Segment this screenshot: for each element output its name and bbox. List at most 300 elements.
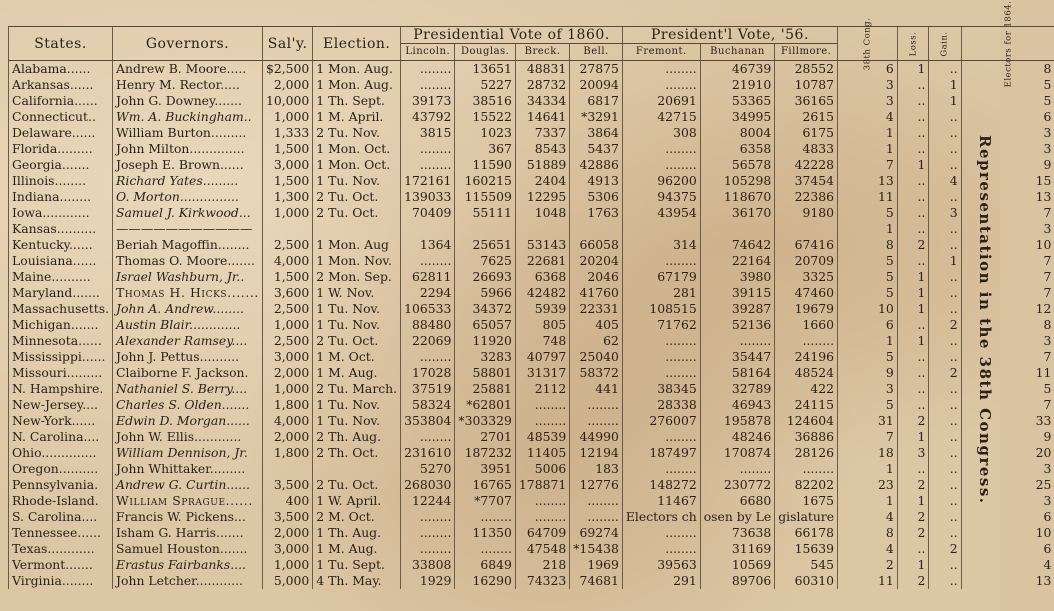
buchanan-cell: 58164 bbox=[700, 365, 775, 381]
election-cell: 2 Tu. Oct. bbox=[313, 189, 401, 205]
congress-38-cell: 1 bbox=[838, 333, 898, 349]
fillmore-cell: 20709 bbox=[775, 253, 838, 269]
state-cell: Michigan....... bbox=[9, 317, 113, 333]
bell-cell: 183 bbox=[570, 461, 623, 477]
buchanan-cell: 31169 bbox=[700, 541, 775, 557]
salary-cell: 10,000 bbox=[262, 93, 312, 109]
salary-cell: 3,500 bbox=[262, 509, 312, 525]
gain-cell: .. bbox=[929, 157, 961, 173]
congress-38-cell: 4 bbox=[838, 109, 898, 125]
salary-cell: 1,500 bbox=[262, 173, 312, 189]
lincoln-cell: 37519 bbox=[401, 381, 455, 397]
fremont-cell bbox=[622, 221, 700, 237]
lincoln-cell: 106533 bbox=[401, 301, 455, 317]
state-cell: Arkansas...... bbox=[9, 77, 113, 93]
buchanan-cell: 34995 bbox=[700, 109, 775, 125]
fremont-cell: 43954 bbox=[622, 205, 700, 221]
gain-cell: .. bbox=[929, 509, 961, 525]
election-cell: 1 Mon. Oct. bbox=[313, 157, 401, 173]
congress-38-cell: 31 bbox=[838, 413, 898, 429]
loss-cell: .. bbox=[897, 397, 929, 413]
lincoln-cell: 139033 bbox=[401, 189, 455, 205]
header-election: Election. bbox=[313, 27, 401, 61]
congress-38-cell: 6 bbox=[838, 317, 898, 333]
fillmore-cell: ........ bbox=[775, 461, 838, 477]
state-cell: N. Carolina.... bbox=[9, 429, 113, 445]
congress-38-cell: 10 bbox=[838, 301, 898, 317]
salary-cell: 4,000 bbox=[262, 413, 312, 429]
salary-cell: 2,000 bbox=[262, 77, 312, 93]
fillmore-cell: 2615 bbox=[775, 109, 838, 125]
side-title: Representation in the 38th Congress. bbox=[976, 135, 994, 505]
electors-cell: 15 bbox=[961, 173, 1054, 189]
fremont-cell: 39563 bbox=[622, 557, 700, 573]
loss-cell: 2 bbox=[897, 413, 929, 429]
electors-cell: 10 bbox=[961, 525, 1054, 541]
gain-cell: .. bbox=[929, 493, 961, 509]
state-cell: California...... bbox=[9, 93, 113, 109]
election-cell: 4 Th. May. bbox=[313, 573, 401, 589]
fillmore-cell: 28126 bbox=[775, 445, 838, 461]
loss-cell: 1 bbox=[897, 61, 929, 78]
salary-cell: 2,500 bbox=[262, 333, 312, 349]
salary-cell: 1,000 bbox=[262, 109, 312, 125]
table-row bbox=[9, 141, 1054, 157]
electors-cell: 10 bbox=[961, 237, 1054, 253]
electors-cell: 25 bbox=[961, 477, 1054, 493]
table-row bbox=[9, 125, 1054, 141]
douglas-cell: *62801 bbox=[455, 397, 516, 413]
fremont-cell: 11467 bbox=[622, 493, 700, 509]
loss-cell: .. bbox=[897, 109, 929, 125]
state-cell: Rhode-Island. bbox=[9, 493, 113, 509]
state-cell: Kansas.......... bbox=[9, 221, 113, 237]
election-cell: 1 Th. Aug. bbox=[313, 525, 401, 541]
loss-cell: .. bbox=[897, 125, 929, 141]
loss-cell: .. bbox=[897, 317, 929, 333]
governor-cell: John Whittaker......... bbox=[113, 461, 263, 477]
fillmore-cell: 60310 bbox=[775, 573, 838, 589]
congress-38-cell: 7 bbox=[838, 429, 898, 445]
buchanan-cell bbox=[700, 221, 775, 237]
congress-38-cell: 13 bbox=[838, 173, 898, 189]
electors-cell: 11 bbox=[961, 365, 1054, 381]
governor-cell: John G. Downey....... bbox=[113, 93, 263, 109]
fillmore-cell: 15639 bbox=[775, 541, 838, 557]
state-cell: Tennessee...... bbox=[9, 525, 113, 541]
state-cell: Vermont....... bbox=[9, 557, 113, 573]
bell-cell: 1763 bbox=[570, 205, 623, 221]
electors-cell: 8 bbox=[961, 61, 1054, 78]
congress-38-cell: 1 bbox=[838, 493, 898, 509]
fremont-cell: 281 bbox=[622, 285, 700, 301]
state-cell: Alabama...... bbox=[9, 61, 113, 78]
buchanan-cell: ........ bbox=[700, 461, 775, 477]
congress-38-cell: 2 bbox=[838, 557, 898, 573]
buchanan-cell: 22164 bbox=[700, 253, 775, 269]
gain-cell: .. bbox=[929, 333, 961, 349]
salary-cell: 1,000 bbox=[262, 317, 312, 333]
table-row bbox=[9, 381, 1054, 397]
lincoln-cell: ........ bbox=[401, 429, 455, 445]
bell-cell: 25040 bbox=[570, 349, 623, 365]
loss-cell: 2 bbox=[897, 573, 929, 589]
salary-cell: 3,600 bbox=[262, 285, 312, 301]
table-row bbox=[9, 61, 1054, 78]
lincoln-cell: 62811 bbox=[401, 269, 455, 285]
buchanan-cell: 32789 bbox=[700, 381, 775, 397]
election-cell bbox=[313, 461, 401, 477]
electors-cell: 3 bbox=[961, 221, 1054, 237]
salary-cell: 2,000 bbox=[262, 365, 312, 381]
lincoln-cell: 353804 bbox=[401, 413, 455, 429]
gain-cell: .. bbox=[929, 125, 961, 141]
fillmore-cell: 1660 bbox=[775, 317, 838, 333]
buchanan-cell: 46943 bbox=[700, 397, 775, 413]
salary-cell: 1,800 bbox=[262, 397, 312, 413]
fillmore-cell: 36165 bbox=[775, 93, 838, 109]
loss-cell: 1 bbox=[897, 333, 929, 349]
table-row bbox=[9, 397, 1054, 413]
election-cell: 1 Mon. Aug. bbox=[313, 61, 401, 78]
douglas-cell bbox=[455, 221, 516, 237]
douglas-cell: 5966 bbox=[455, 285, 516, 301]
governor-cell: Nathaniel S. Berry.... bbox=[113, 381, 263, 397]
lincoln-cell: 268030 bbox=[401, 477, 455, 493]
breck-cell: 11405 bbox=[515, 445, 569, 461]
lincoln-cell: 70409 bbox=[401, 205, 455, 221]
bell-cell: 2046 bbox=[570, 269, 623, 285]
election-cell: 2 M. Oct. bbox=[313, 509, 401, 525]
governor-cell: Thomas O. Moore....... bbox=[113, 253, 263, 269]
lincoln-cell: ........ bbox=[401, 253, 455, 269]
fillmore-cell: 22386 bbox=[775, 189, 838, 205]
fillmore-cell: 42228 bbox=[775, 157, 838, 173]
fremont-cell: 96200 bbox=[622, 173, 700, 189]
table-row bbox=[9, 189, 1054, 205]
lincoln-cell: ........ bbox=[401, 157, 455, 173]
breck-cell: ........ bbox=[515, 509, 569, 525]
gain-cell: .. bbox=[929, 461, 961, 477]
fremont-cell: ........ bbox=[622, 141, 700, 157]
lincoln-cell: 5270 bbox=[401, 461, 455, 477]
table-row bbox=[9, 541, 1054, 557]
congress-38-cell: 7 bbox=[838, 157, 898, 173]
douglas-cell: ........ bbox=[455, 541, 516, 557]
breck-cell: ........ bbox=[515, 397, 569, 413]
buchanan-cell: 6680 bbox=[700, 493, 775, 509]
congress-38-cell: 3 bbox=[838, 77, 898, 93]
douglas-cell: 187232 bbox=[455, 445, 516, 461]
bell-cell: 58372 bbox=[570, 365, 623, 381]
fremont-cell: ........ bbox=[622, 61, 700, 78]
fremont-cell: ........ bbox=[622, 253, 700, 269]
state-cell: Massachusetts. bbox=[9, 301, 113, 317]
fillmore-cell: 6175 bbox=[775, 125, 838, 141]
state-cell: S. Carolina.... bbox=[9, 509, 113, 525]
buchanan-cell: 56578 bbox=[700, 157, 775, 173]
fremont-cell: 71762 bbox=[622, 317, 700, 333]
salary-cell: 1,300 bbox=[262, 189, 312, 205]
lincoln-cell: ........ bbox=[401, 61, 455, 78]
gain-cell: .. bbox=[929, 397, 961, 413]
buchanan-cell: 73638 bbox=[700, 525, 775, 541]
gain-cell: .. bbox=[929, 61, 961, 78]
fillmore-cell: 67416 bbox=[775, 237, 838, 253]
salary-cell: 1,000 bbox=[262, 381, 312, 397]
table-row bbox=[9, 349, 1054, 365]
header-bell: Bell. bbox=[570, 44, 623, 61]
congress-38-cell: 4 bbox=[838, 541, 898, 557]
election-cell: 1 W. April. bbox=[313, 493, 401, 509]
election-cell: 1 Tu. Nov. bbox=[313, 301, 401, 317]
fillmore-cell: gislature bbox=[775, 509, 838, 525]
table-row bbox=[9, 205, 1054, 221]
loss-cell: .. bbox=[897, 541, 929, 557]
breck-cell: 48831 bbox=[515, 61, 569, 78]
bell-cell: 62 bbox=[570, 333, 623, 349]
breck-cell: 64709 bbox=[515, 525, 569, 541]
salary-cell: 2,500 bbox=[262, 301, 312, 317]
table-row bbox=[9, 333, 1054, 349]
governor-cell: Wm. A. Buckingham.. bbox=[113, 109, 263, 125]
governor-cell: Claiborne F. Jackson. bbox=[113, 365, 263, 381]
fremont-cell: Electors ch bbox=[622, 509, 700, 525]
table-row bbox=[9, 477, 1054, 493]
douglas-cell: 11920 bbox=[455, 333, 516, 349]
loss-cell: 1 bbox=[897, 269, 929, 285]
bell-cell bbox=[570, 221, 623, 237]
congress-38-cell: 4 bbox=[838, 509, 898, 525]
congress-38-cell: 23 bbox=[838, 477, 898, 493]
bell-cell: 27875 bbox=[570, 61, 623, 78]
gain-cell: .. bbox=[929, 301, 961, 317]
buchanan-cell: osen by Le bbox=[700, 509, 775, 525]
election-cell: 1 Tu. Nov. bbox=[313, 173, 401, 189]
gain-cell: 2 bbox=[929, 365, 961, 381]
breck-cell: 1048 bbox=[515, 205, 569, 221]
congress-38-cell: 5 bbox=[838, 397, 898, 413]
table-row bbox=[9, 525, 1054, 541]
gain-cell: 1 bbox=[929, 77, 961, 93]
breck-cell: 14641 bbox=[515, 109, 569, 125]
fillmore-cell: 10787 bbox=[775, 77, 838, 93]
lincoln-cell: 1364 bbox=[401, 237, 455, 253]
governor-cell: John Milton.............. bbox=[113, 141, 263, 157]
douglas-cell: 160215 bbox=[455, 173, 516, 189]
state-cell: Indiana........ bbox=[9, 189, 113, 205]
gain-cell: .. bbox=[929, 477, 961, 493]
breck-cell: 53143 bbox=[515, 237, 569, 253]
fremont-cell: 38345 bbox=[622, 381, 700, 397]
buchanan-cell: 118670 bbox=[700, 189, 775, 205]
fremont-cell: 291 bbox=[622, 573, 700, 589]
electors-cell: 13 bbox=[961, 573, 1054, 589]
state-cell: Pennsylvania. bbox=[9, 477, 113, 493]
governor-cell: Erastus Fairbanks.... bbox=[113, 557, 263, 573]
fremont-cell: ........ bbox=[622, 349, 700, 365]
douglas-cell: 65057 bbox=[455, 317, 516, 333]
header-loss: Loss. bbox=[897, 27, 929, 61]
douglas-cell: 25881 bbox=[455, 381, 516, 397]
congress-38-cell: 18 bbox=[838, 445, 898, 461]
electors-cell: 7 bbox=[961, 397, 1054, 413]
fillmore-cell: 66178 bbox=[775, 525, 838, 541]
salary-cell: 1,500 bbox=[262, 269, 312, 285]
congress-38-cell: 3 bbox=[838, 381, 898, 397]
lincoln-cell: ........ bbox=[401, 141, 455, 157]
electors-cell: 20 bbox=[961, 445, 1054, 461]
fremont-cell: ........ bbox=[622, 461, 700, 477]
lincoln-cell: 2294 bbox=[401, 285, 455, 301]
breck-cell bbox=[515, 221, 569, 237]
governor-cell: Joseph E. Brown...... bbox=[113, 157, 263, 173]
governor-cell: William Dennison, Jr. bbox=[113, 445, 263, 461]
state-cell: Maine.......... bbox=[9, 269, 113, 285]
loss-cell: .. bbox=[897, 93, 929, 109]
fillmore-cell bbox=[775, 221, 838, 237]
fremont-cell: 187497 bbox=[622, 445, 700, 461]
governor-cell: Alexander Ramsey.... bbox=[113, 333, 263, 349]
salary-cell: 5,000 bbox=[262, 573, 312, 589]
bell-cell: 74681 bbox=[570, 573, 623, 589]
gain-cell: .. bbox=[929, 269, 961, 285]
table-row bbox=[9, 237, 1054, 253]
governor-cell: John A. Andrew........ bbox=[113, 301, 263, 317]
table-row bbox=[9, 93, 1054, 109]
electors-cell: 7 bbox=[961, 349, 1054, 365]
lincoln-cell: 33808 bbox=[401, 557, 455, 573]
state-cell: Minnesota...... bbox=[9, 333, 113, 349]
governor-cell: ——————————— bbox=[113, 221, 263, 237]
fremont-cell: ........ bbox=[622, 157, 700, 173]
election-cell bbox=[313, 221, 401, 237]
fillmore-cell: 47460 bbox=[775, 285, 838, 301]
bell-cell: ........ bbox=[570, 397, 623, 413]
douglas-cell: *7707 bbox=[455, 493, 516, 509]
table-row bbox=[9, 365, 1054, 381]
election-cell: 1 Mon. Aug. bbox=[313, 77, 401, 93]
bell-cell: 44990 bbox=[570, 429, 623, 445]
buchanan-cell: 48246 bbox=[700, 429, 775, 445]
fremont-cell: ........ bbox=[622, 333, 700, 349]
salary-cell bbox=[262, 221, 312, 237]
gain-cell: .. bbox=[929, 525, 961, 541]
state-cell: Florida......... bbox=[9, 141, 113, 157]
fillmore-cell: 545 bbox=[775, 557, 838, 573]
lincoln-cell: 172161 bbox=[401, 173, 455, 189]
buchanan-cell: 170874 bbox=[700, 445, 775, 461]
header-electors-1864: Electors for 1864. bbox=[961, 27, 1054, 61]
breck-cell: 34334 bbox=[515, 93, 569, 109]
electors-cell: 7 bbox=[961, 253, 1054, 269]
electors-cell: 3 bbox=[961, 333, 1054, 349]
table-row bbox=[9, 429, 1054, 445]
ledger-body bbox=[9, 61, 1054, 590]
bell-cell: *15438 bbox=[570, 541, 623, 557]
lincoln-cell: ........ bbox=[401, 509, 455, 525]
douglas-cell: 367 bbox=[455, 141, 516, 157]
fremont-cell: 20691 bbox=[622, 93, 700, 109]
salary-cell: 2,000 bbox=[262, 429, 312, 445]
electors-cell: 12 bbox=[961, 301, 1054, 317]
table-row bbox=[9, 509, 1054, 525]
bell-cell: 3864 bbox=[570, 125, 623, 141]
state-cell: Georgia....... bbox=[9, 157, 113, 173]
governor-cell: John J. Pettus.......... bbox=[113, 349, 263, 365]
fillmore-cell: 4833 bbox=[775, 141, 838, 157]
loss-cell: 1 bbox=[897, 493, 929, 509]
loss-cell: 1 bbox=[897, 301, 929, 317]
douglas-cell: 7625 bbox=[455, 253, 516, 269]
gain-cell: .. bbox=[929, 189, 961, 205]
breck-cell: 51889 bbox=[515, 157, 569, 173]
table-row bbox=[9, 77, 1054, 93]
congress-38-cell: 5 bbox=[838, 253, 898, 269]
douglas-cell: 1023 bbox=[455, 125, 516, 141]
douglas-cell: ........ bbox=[455, 509, 516, 525]
fremont-cell: 108515 bbox=[622, 301, 700, 317]
gain-cell: .. bbox=[929, 573, 961, 589]
governor-cell: Samuel J. Kirkwood... bbox=[113, 205, 263, 221]
election-cell: 1 Mon. Aug bbox=[313, 237, 401, 253]
salary-cell bbox=[262, 461, 312, 477]
governor-cell: Richard Yates......... bbox=[113, 173, 263, 189]
fillmore-cell: 9180 bbox=[775, 205, 838, 221]
buchanan-cell: 35447 bbox=[700, 349, 775, 365]
fremont-cell: 67179 bbox=[622, 269, 700, 285]
salary-cell: 4,000 bbox=[262, 253, 312, 269]
salary-cell: 1,500 bbox=[262, 141, 312, 157]
salary-cell: 1,000 bbox=[262, 205, 312, 221]
election-cell: 2 Tu. Oct. bbox=[313, 333, 401, 349]
douglas-cell: 11350 bbox=[455, 525, 516, 541]
bell-cell: *3291 bbox=[570, 109, 623, 125]
electors-cell: 3 bbox=[961, 493, 1054, 509]
bell-cell: 12194 bbox=[570, 445, 623, 461]
bell-cell: 405 bbox=[570, 317, 623, 333]
table-row bbox=[9, 109, 1054, 125]
lincoln-cell: 231610 bbox=[401, 445, 455, 461]
state-cell: Missouri......... bbox=[9, 365, 113, 381]
salary-cell: 3,500 bbox=[262, 477, 312, 493]
loss-cell: .. bbox=[897, 205, 929, 221]
election-cell: 2 Th. Aug. bbox=[313, 429, 401, 445]
election-cell: 2 Tu. Oct. bbox=[313, 205, 401, 221]
loss-cell: .. bbox=[897, 461, 929, 477]
header-congress-38: 38th Cong. bbox=[838, 27, 898, 61]
electors-cell: 3 bbox=[961, 141, 1054, 157]
salary-cell: 1,333 bbox=[262, 125, 312, 141]
congress-38-cell: 5 bbox=[838, 349, 898, 365]
state-cell: Iowa............ bbox=[9, 205, 113, 221]
state-cell: Mississippi...... bbox=[9, 349, 113, 365]
lincoln-cell: 22069 bbox=[401, 333, 455, 349]
loss-cell: 2 bbox=[897, 237, 929, 253]
douglas-cell: 16765 bbox=[455, 477, 516, 493]
fremont-cell: ........ bbox=[622, 429, 700, 445]
breck-cell: 40797 bbox=[515, 349, 569, 365]
election-cell: 1 W. Nov. bbox=[313, 285, 401, 301]
lincoln-cell: 39173 bbox=[401, 93, 455, 109]
gain-cell: .. bbox=[929, 237, 961, 253]
fillmore-cell: 24115 bbox=[775, 397, 838, 413]
state-cell: Kentucky...... bbox=[9, 237, 113, 253]
douglas-cell: 38516 bbox=[455, 93, 516, 109]
buchanan-cell: 10569 bbox=[700, 557, 775, 573]
bell-cell: 12776 bbox=[570, 477, 623, 493]
douglas-cell: 5227 bbox=[455, 77, 516, 93]
